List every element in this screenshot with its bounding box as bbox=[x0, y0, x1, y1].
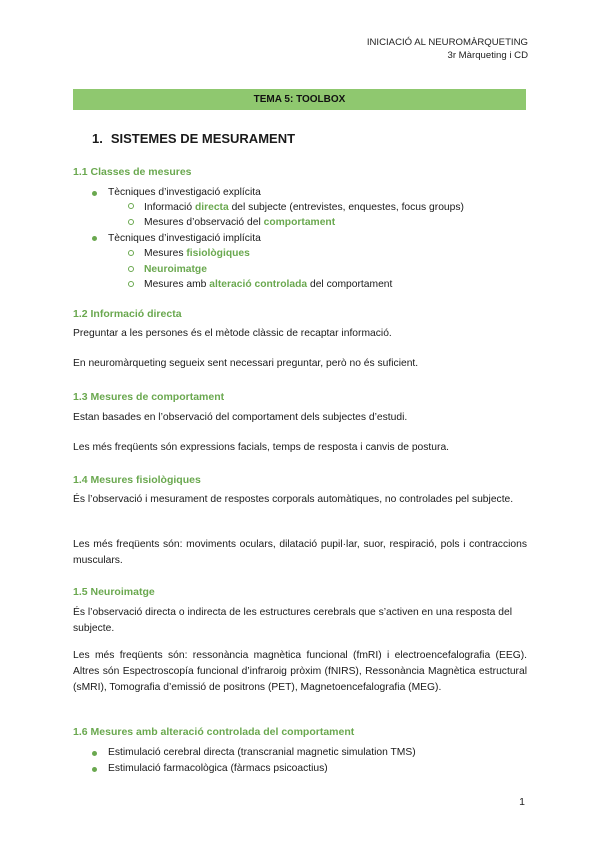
bullet-icon bbox=[92, 767, 97, 772]
list-item: Mesures d’observació del comportament bbox=[144, 217, 336, 228]
section-number: 1. bbox=[92, 131, 103, 146]
subsection-1-2-title: 1.2 Informació directa bbox=[73, 308, 182, 320]
page-number: 1 bbox=[519, 796, 525, 808]
header-degree: 3r Màrqueting i CD bbox=[447, 50, 528, 61]
subsection-1-1-title: 1.1 Classes de mesures bbox=[73, 166, 192, 178]
paragraph: Les més freqüents són expressions facials, temps de resposta i canvis de postura. bbox=[73, 442, 450, 453]
circle-bullet-icon bbox=[128, 281, 134, 287]
bullet-icon bbox=[92, 191, 97, 196]
bullet-icon bbox=[92, 751, 97, 756]
header-course: INICIACIÓ AL NEUROMÀRQUETING bbox=[366, 37, 528, 48]
section-title-text: SISTEMES DE MESURAMENT bbox=[110, 131, 296, 146]
subsection-1-6-title: 1.6 Mesures amb alteració controlada del comportament bbox=[73, 726, 355, 738]
paragraph: És l’observació i mesurament de respostes corporals automàtiques, no controlades pel subjecte. bbox=[73, 494, 514, 505]
list-item: Tècniques d’investigació implícita bbox=[108, 233, 261, 244]
circle-bullet-icon bbox=[128, 219, 134, 225]
paragraph: Preguntar a les persones és el mètode clàssic de recaptar informació. bbox=[73, 328, 392, 339]
section-title bbox=[92, 131, 295, 146]
paragraph: Estan basades en l’observació del comportament dels subjectes d’estudi. bbox=[73, 412, 408, 423]
highlight-term: directa bbox=[194, 202, 229, 213]
bullet-icon bbox=[92, 236, 97, 241]
paragraph: És l’observació directa o indirecta de les estructures cerebrals que s’activen en una resposta del subjecte. bbox=[73, 607, 512, 634]
subsection-1-4-title: 1.4 Mesures fisiològiques bbox=[73, 474, 201, 486]
list-item: Mesures amb alteració controlada del comportament bbox=[144, 279, 393, 290]
list-item bbox=[144, 262, 207, 277]
circle-bullet-icon bbox=[128, 266, 134, 272]
paragraph: Les més freqüents són: ressonància magnètica funcional (fmRI) i electroencefalografia (EEG). Altres són Espectroscopía funcional d’infraroig pròxim (fNIRS), Ressonància Magnètica estructural (sMRI), Tomografia d’emissió de positrons (PET), Magnetoencefalografia (MEG). bbox=[73, 650, 527, 693]
list-item: Estimulació cerebral directa (transcranial magnetic simulation TMS) bbox=[108, 747, 416, 758]
list-item: Tècniques d’investigació explícita bbox=[108, 187, 261, 198]
highlight-term: alteració controlada bbox=[209, 279, 308, 290]
list-item: Estimulació farmacològica (fàrmacs psicoactius) bbox=[108, 763, 328, 774]
circle-bullet-icon bbox=[128, 250, 134, 256]
list-item: Informació directa del subjecte (entrevistes, enquestes, focus groups) bbox=[144, 202, 464, 213]
topic-banner: TEMA 5: TOOLBOX bbox=[73, 89, 526, 110]
subsection-1-5-title: 1.5 Neuroimatge bbox=[73, 586, 155, 598]
highlight-term: Neuroimatge bbox=[144, 264, 207, 275]
paragraph: En neuromàrqueting segueix sent necessari preguntar, però no és suficient. bbox=[73, 358, 419, 369]
circle-bullet-icon bbox=[128, 203, 134, 209]
paragraph: Les més freqüents són: moviments oculars, dilatació pupil·lar, suor, respiració, pols i contraccions musculars. bbox=[73, 539, 527, 566]
highlight-term: fisiològiques bbox=[186, 248, 250, 259]
highlight-term: comportament bbox=[263, 217, 336, 228]
list-item: Mesures fisiològiques bbox=[144, 248, 250, 259]
subsection-1-3-title: 1.3 Mesures de comportament bbox=[73, 391, 225, 403]
